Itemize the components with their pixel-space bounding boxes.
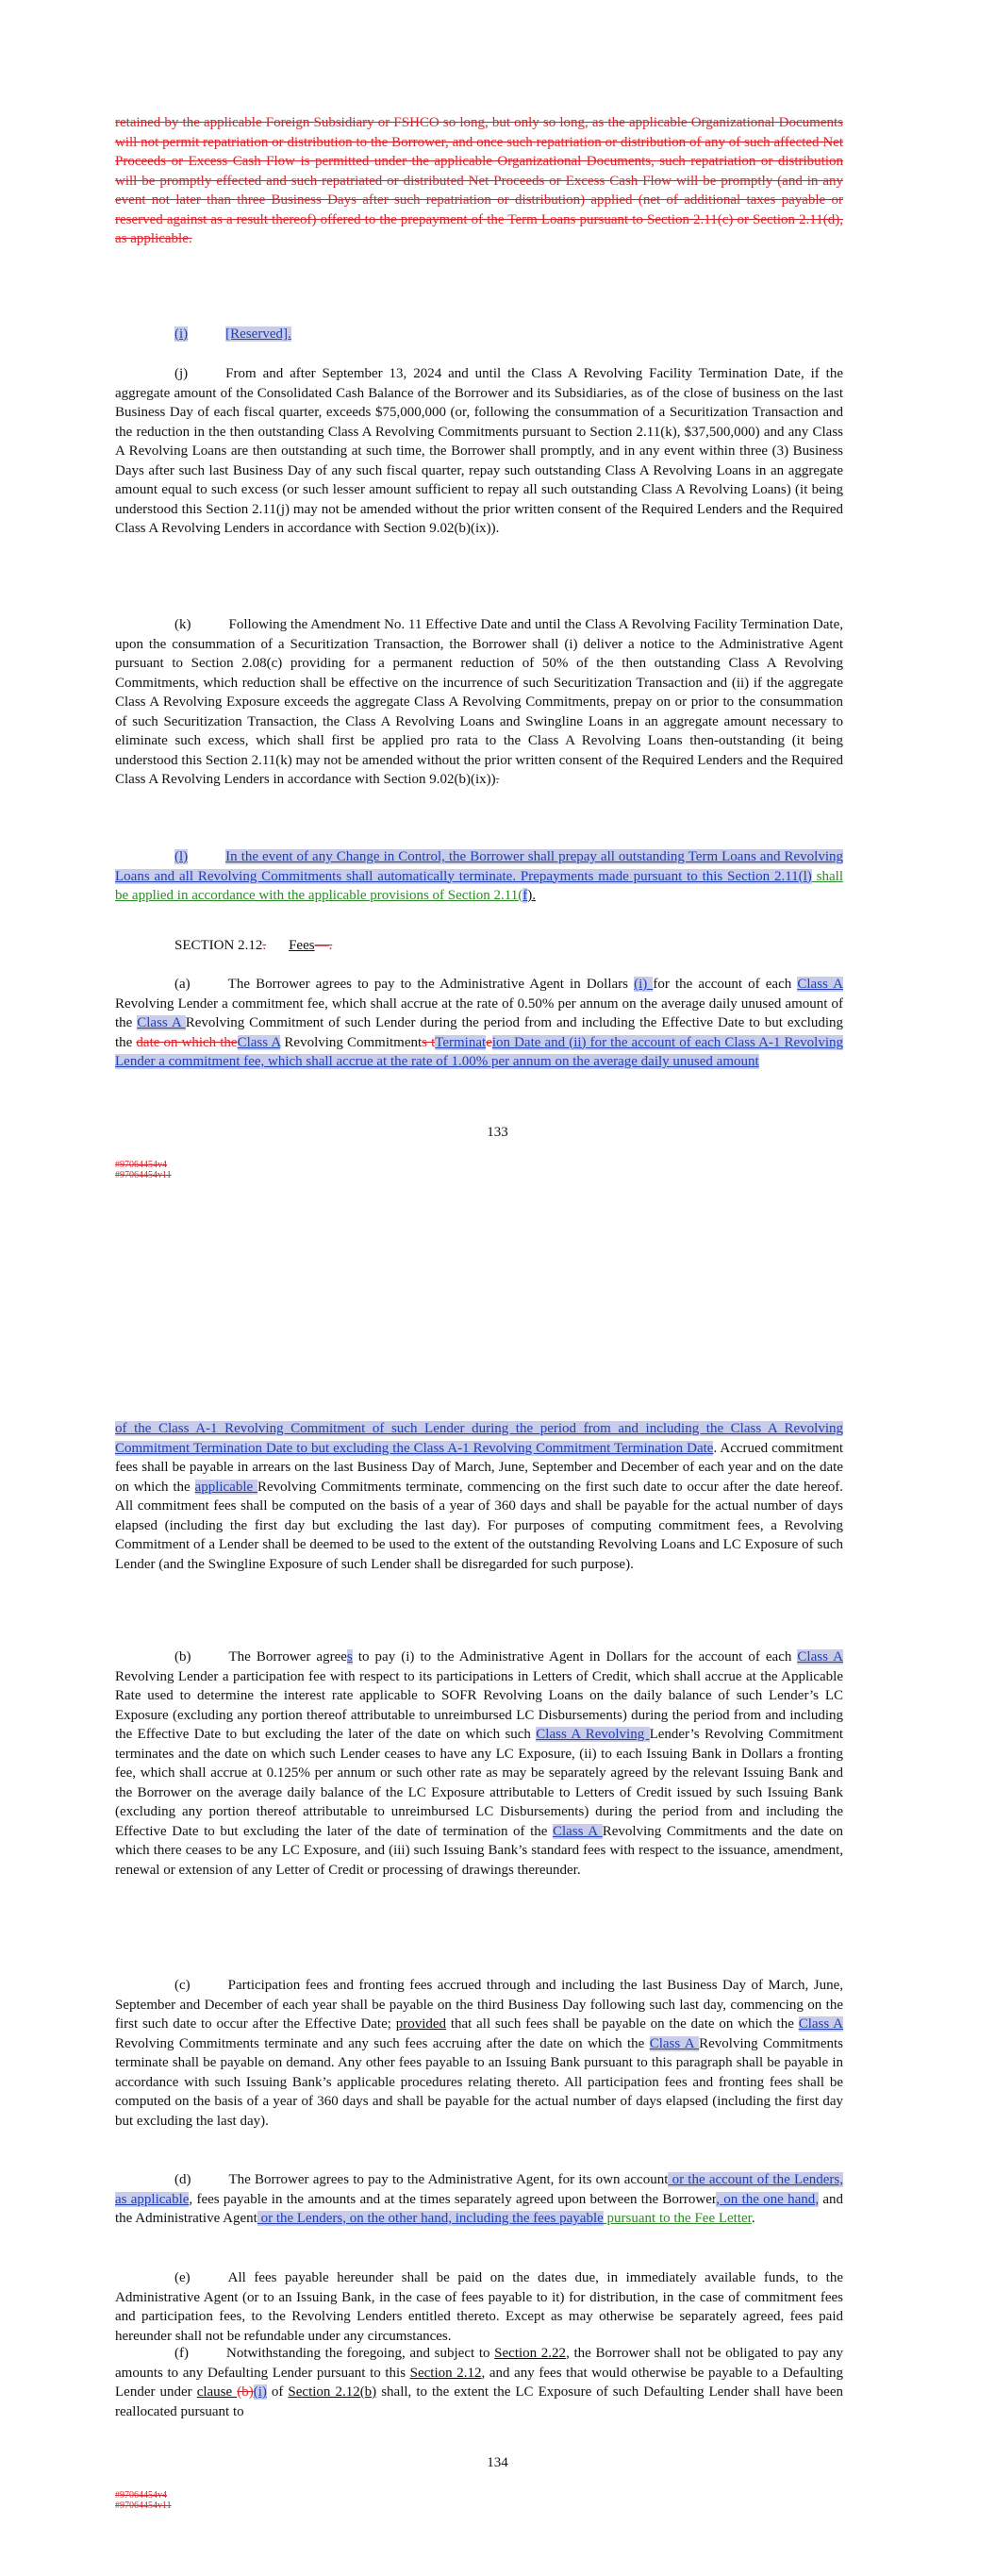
paragraph-l: (l) In the event of any Change in Control, the Borrower shall prepay all outstanding Term Loans and Revolving Loans and all Revolving Commitments shall automatically terminate. Prepayments made pursuant to this Section 2.11(l) shall be applied in accordance with the applicable provisions of Section 2.11(f). xyxy=(115,849,843,903)
paragraph-k: (k) Following the Amendment No. 11 Effective Date and until the Class A Revolving Facility Termination Date, upon the consummation of a Securitization Transaction, the Borrower shall (i) deliver a notice to the Administrative Agent pursuant to Section 2.08(c) providing for a permanent reduction of 50% of the then outstanding Class A Revolving Commitments, which reduction shall be effective on the incurrence of such Securitization Transaction and (ii) if the aggregate Class A Revolving Exposure exceeds the aggregate Class A Revolving Commitments, prepay on or prior to the consummation of such Securitization Transaction, the Class A Revolving Loans and Swingline Loans in an aggregate amount necessary to eliminate such excess, which shall first be applied pro rata to the Class A Revolving Loans then-outstanding (it being understood this Section 2.11(k) may not be amended without the prior written consent of the Required Lenders and the Required Class A Revolving Lenders in accordance with Section 9.02(b)(ix)). xyxy=(115,617,843,787)
section-2-12-heading: SECTION 2.12. Fees—. xyxy=(174,938,333,953)
deleted-paragraph: retained by the applicable Foreign Subsidiary or FSHCO so long, but only so long, as the applicable Organizational Documents will not permit repatriation or distribution to the Borrower, and once such repatriation or distribution of any of such affected Net Proceeds or Excess Cash Flow is permitted under the applicable Organizational Documents, such repatriation or distribution will be promptly effected and such repatriated or distributed Net Proceeds or Excess Cash Flow will be promptly (and in any event not later than three Business Days after such repatriation or distribution) applied (net of additional taxes payable or reserved against as a result thereof) offered to the prepayment of the Term Loans pursuant to Section 2.11(c) or Section 2.11(d), as applicable. xyxy=(115,115,843,246)
document-footer-id: #97064454v4 #97064454v11 xyxy=(115,2490,172,2511)
page-number: 134 xyxy=(487,2455,508,2470)
para-i-text: [Reserved]. xyxy=(225,326,291,342)
document-page-134 xyxy=(0,1302,995,2576)
para-i-label: (i) xyxy=(174,326,189,342)
paragraph-f: (f) Notwithstanding the foregoing, and subject to Section 2.22, the Borrower shall not be obligated to pay any amounts to any Defaulting Lender pursuant to this Section 2.12, and any fees that would otherwise be payable to a Defaulting Lender under clause (b)(i) of Section 2.12(b) shall, to the extent the LC Exposure of such Defaulting Lender shall have been reallocated pursuant to xyxy=(115,2346,843,2419)
paragraph-d: (d) The Borrower agrees to pay to the Administrative Agent, for its own account or the account of the Lenders, as applicable, fees payable in the amounts and at the times separately agreed upon between the Borrower, on the one hand, and the Administrative Agent or the Lenders, on the other hand, including the fees payable pursuant to the Fee Letter. xyxy=(115,2172,843,2226)
page-number: 133 xyxy=(487,1125,508,1140)
paragraph-a: (a) The Borrower agrees to pay to the Administrative Agent in Dollars (i) for the account of each Class A Revolving Lender a commitment fee, which shall accrue at the rate of 0.50% per annum on the average daily unused amount of the Class A Revolving Commitment of such Lender during the period from and including the Effective Date to but excluding the date on which theClass A Revolving Commitments tTerminateion Date and (ii) for the account of each Class A-1 Revolving Lender a commitment fee, which shall accrue at the rate of 1.00% per annum on the average daily unused amount xyxy=(115,977,844,1069)
paragraph-b: (b) The Borrower agrees to pay (i) to the Administrative Agent in Dollars for the account of each Class A Revolving Lender a participation fee with respect to its participations in Letters of Credit, which shall accrue at the Applicable Rate used to determine the interest rate applicable to SOFR Revolving Loans on the daily balance of such Lender’s LC Exposure (excluding any portion thereof attributable to unreimbursed LC Disbursements) during the period from and including the Effective Date to but excluding the later of the date on which such Class A Revolving Lender’s Revolving Commitment terminates and the date on which such Lender ceases to have any LC Exposure, (ii) to each Issuing Bank in Dollars a fronting fee, which shall accrue at 0.125% per annum or such other rate as may be separately agreed by the relevant Issuing Bank and the Borrower on the average daily balance of the LC Exposure attributable to Letters of Credit issued by such Issuing Bank (excluding any portion thereof attributable to unreimbursed LC Disbursements) during the period from and including the Effective Date to but excluding the later of the date of termination of the Class A Revolving Commitments and the date on which there ceases to be any LC Exposure, and (iii) such Issuing Bank’s standard fees with respect to the issuance, amendment, renewal or extension of any Letter of Credit or processing of drawings thereunder. xyxy=(115,1649,843,1878)
paragraph-a-continued: of the Class A-1 Revolving Commitment of such Lender during the period from and including the Class A Revolving Commitment Termination Date to but excluding the Class A-1 Revolving Commitment Termination Date. Accrued commitment fees shall be payable in arrears on the last Business Day of March, June, September and December of each year and on the date on which the applicable Revolving Commitments terminate, commencing on the first such date to occur after the date hereof. All commitment fees shall be computed on the basis of a year of 360 days and shall be payable for the actual number of days elapsed (including the first day but excluding the last day). For purposes of computing commitment fees, a Revolving Commitment of a Lender shall be deemed to be used to the extent of the outstanding Revolving Loans and LC Exposure of such Lender (and the Swingline Exposure of such Lender shall be disregarded for such purpose). xyxy=(115,1421,843,1572)
paragraph-i xyxy=(115,325,843,344)
paragraph-e: (e) All fees payable hereunder shall be paid on the dates due, in immediately available funds, to the Administrative Agent (or to an Issuing Bank, in the case of fees payable to it) for distribution, in the case of commitment fees and participation fees, to the Revolving Lenders entitled thereto. Except as may otherwise be separately agreed, fees paid hereunder shall not be refundable under any circumstances. xyxy=(115,2270,843,2344)
paragraph-c: (c) Participation fees and fronting fees accrued through and including the last Business Day of March, June, September and December of each year shall be payable on the third Business Day following such last day, commencing on the first such date to occur after the Effective Date; provided that all such fees shall be payable on the date on which the Class A Revolving Commitments terminate and any such fees accruing after the date on which the Class A Revolving Commitments terminate shall be payable on demand. Any other fees payable to an Issuing Bank pursuant to this paragraph shall be payable in accordance with such Issuing Bank’s applicable procedures relating thereto. All participation fees and fronting fees shall be computed on the basis of a year of 360 days and shall be payable for the actual number of days elapsed (including the first day but excluding the last day). xyxy=(115,1978,843,2129)
paragraph-j: (j) From and after September 13, 2024 and until the Class A Revolving Facility Termination Date, if the aggregate amount of the Consolidated Cash Balance of the Borrower and its Subsidiaries, as of the close of business on the last Business Day of each fiscal quarter, exceeds $75,000,000 (or, following the consummation of a Securitization Transaction and the reduction in the then outstanding Class A Revolving Commitments pursuant to Section 2.11(k), $37,500,000) and any Class A Revolving Loans are then outstanding at such time, the Borrower shall promptly, and in any event within three (3) Business Days after such last Business Day of any such fiscal quarter, repay such outstanding Class A Revolving Loans in an aggregate amount equal to such excess (or such lesser amount sufficient to repay all such outstanding Class A Revolving Loans) (it being understood this Section 2.11(j) may not be amended without the prior written consent of the Required Lenders and the Required Class A Revolving Lenders in accordance with Section 9.02(b)(ix)). xyxy=(115,366,843,536)
document-footer-id: #97064454v4 #97064454v11 xyxy=(115,1160,172,1180)
